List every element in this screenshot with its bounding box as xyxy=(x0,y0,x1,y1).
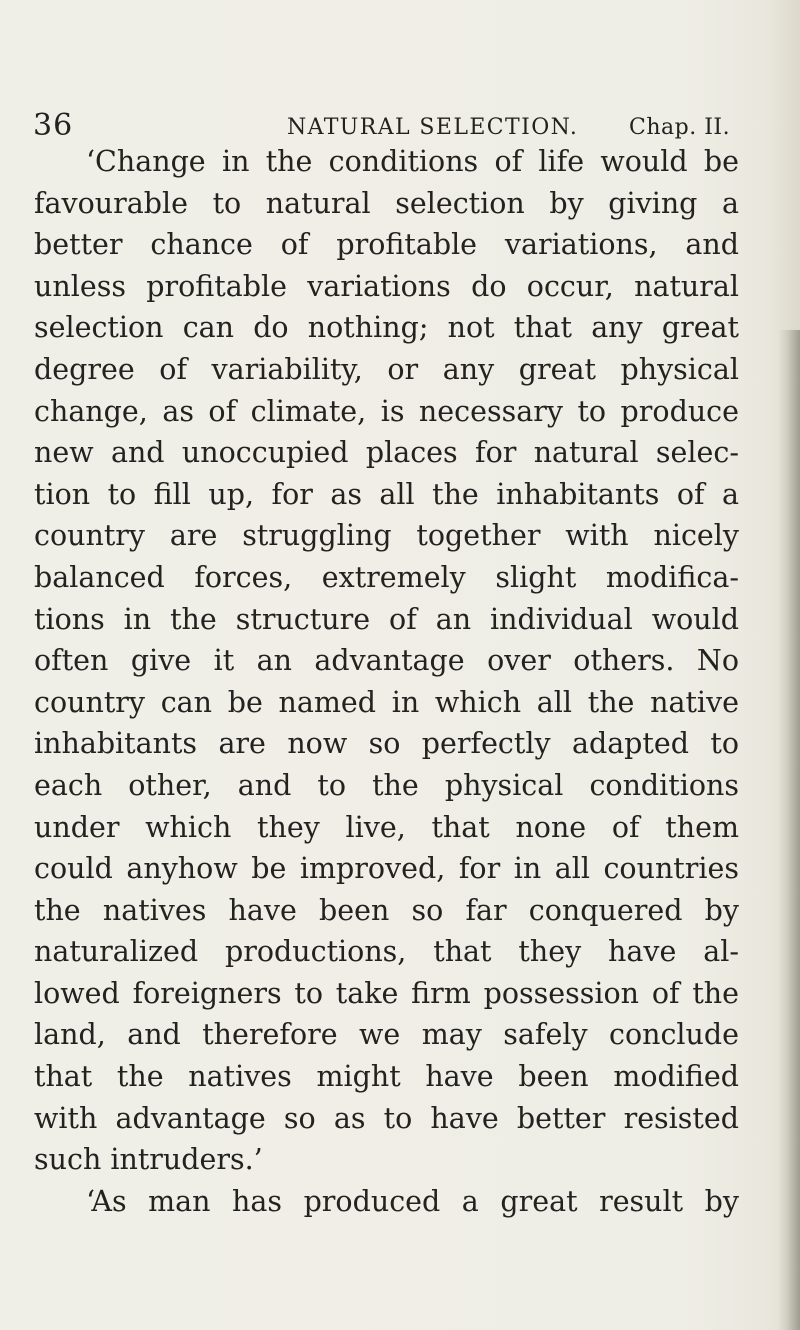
text-line: favourable to natural selection by giving a xyxy=(34,186,739,220)
running-head-title: NATURAL SELECTION. xyxy=(287,115,579,140)
running-head-chapter: Chap. II. xyxy=(629,115,731,140)
text-line: better chance of profitable variations, and xyxy=(34,228,739,262)
text-line: with advantage so as to have better resisted xyxy=(34,1101,739,1135)
text-line: country can be named in which all the native xyxy=(34,685,739,719)
text-line: lowed foreigners to take firm possession of the xyxy=(34,976,739,1010)
text-line: tions in the structure of an individual would xyxy=(34,602,739,636)
text-line: selection can do nothing; not that any great xyxy=(34,311,739,345)
text-line: ‘Change in the conditions of life would be xyxy=(86,145,739,178)
text-line: new and unoccupied places for natural selec- xyxy=(34,436,739,470)
text-line: degree of variability, or any great physical xyxy=(34,352,739,386)
text-line: that the natives might have been modified xyxy=(34,1060,739,1094)
text-line: each other, and to the physical conditions xyxy=(34,768,739,802)
text-line: country are struggling together with nicely xyxy=(34,519,739,553)
text-line: balanced forces, extremely slight modifica- xyxy=(34,560,739,594)
text-line: change, as of climate, is necessary to produce xyxy=(34,394,739,428)
text-line: tion to fill up, for as all the inhabitants of a xyxy=(34,477,739,511)
text-line: naturalized productions, that they have al- xyxy=(34,935,739,969)
text-line: ‘As man has produced a great result by xyxy=(86,1184,739,1218)
running-head xyxy=(0,106,800,146)
text-line: inhabitants are now so perfectly adapted to xyxy=(34,727,739,761)
text-line: could anyhow be improved, for in all countries xyxy=(34,852,739,886)
text-line: unless profitable variations do occur, natural xyxy=(34,269,739,303)
text-line: land, and therefore we may safely conclude xyxy=(34,1018,739,1052)
text-line: under which they live, that none of them xyxy=(34,810,739,844)
page-number: 36 xyxy=(33,108,74,143)
body-text xyxy=(34,141,739,1222)
text-line: often give it an advantage over others. No xyxy=(34,644,739,678)
text-line: the natives have been so far conquered by xyxy=(34,893,739,927)
page-edge-shadow xyxy=(778,330,800,1330)
text-line: such intruders.’ xyxy=(34,1143,263,1177)
